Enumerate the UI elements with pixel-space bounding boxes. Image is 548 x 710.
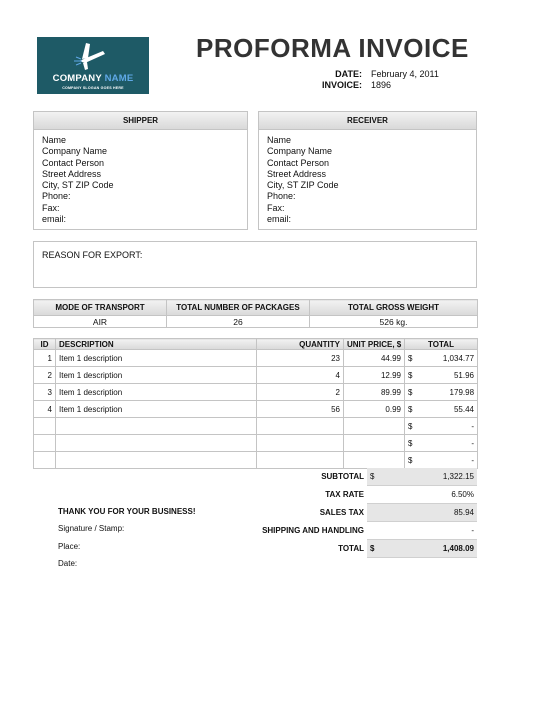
logo-slogan: COMPANY SLOGAN GOES HERE [62,86,124,90]
reason-for-export-label: REASON FOR EXPORT: [42,250,143,260]
sales-tax-spacer [367,504,379,522]
mode-of-transport-header: MODE OF TRANSPORT [34,300,167,316]
shipper-details [34,130,247,225]
item-id [34,418,56,435]
shipper-contact: Contact Person [42,157,105,168]
unit-price-header: UNIT PRICE, $ [344,339,405,350]
item-description [56,418,257,435]
receiver-company: Company Name [267,146,333,157]
item-description [56,435,257,452]
item-currency: $ [405,435,417,452]
sales-tax-label: SALES TAX [319,508,364,517]
shipper-email: email: [42,214,67,225]
total-label: TOTAL [338,544,364,553]
item-quantity [257,435,344,452]
item-currency: $ [405,452,417,469]
item-total: 55.44 [417,401,478,418]
item-currency: $ [405,350,417,367]
item-description: Item 1 description [56,384,257,401]
table-row [34,350,478,367]
receiver-email: email: [267,214,292,225]
item-total: 1,034.77 [417,350,478,367]
id-header: ID [34,339,56,350]
shipper-street: Street Address [42,168,102,179]
logo-company-first: COMPANY [52,73,102,84]
subtotal-label: SUBTOTAL [321,472,364,482]
receiver-name: Name [267,135,292,145]
total-packages-header: TOTAL NUMBER OF PACKAGES [167,300,310,316]
item-currency: $ [405,384,417,401]
items-table [33,338,478,469]
totals-table [236,468,477,558]
description-header: DESCRIPTION [56,339,257,350]
receiver-heading: RECEIVER [259,112,476,130]
shipper-heading: SHIPPER [34,112,247,130]
item-unit-price [344,418,405,435]
item-id: 2 [34,367,56,384]
date-label: DATE: [335,69,362,79]
item-unit-price: 0.99 [344,401,405,418]
mode-of-transport-value: AIR [34,316,167,328]
item-quantity: 4 [257,367,344,384]
logo-company-name [37,73,149,84]
total-header: TOTAL [405,339,478,350]
shipping-value[interactable]: - [379,522,477,540]
receiver-city: City, ST ZIP Code [267,180,339,191]
table-row [34,452,478,469]
item-unit-price [344,435,405,452]
invoice-value: 1896 [371,80,392,90]
table-row [34,418,478,435]
item-currency: $ [405,401,417,418]
item-unit-price [344,452,405,469]
item-id: 3 [34,384,56,401]
shipping-spacer [367,522,379,540]
item-unit-price: 89.99 [344,384,405,401]
item-total: - [417,435,478,452]
gross-weight-header: TOTAL GROSS WEIGHT [310,300,478,316]
shipping-label: SHIPPING AND HANDLING [262,526,364,535]
quantity-header: QUANTITY [257,339,344,350]
shipper-fax: Fax: [42,202,60,213]
transport-table [33,299,478,328]
table-row [34,384,478,401]
item-id [34,435,56,452]
sales-tax-value: 85.94 [379,504,477,522]
thank-you-message: THANK YOU FOR YOUR BUSINESS! [58,507,196,516]
tax-rate-label: TAX RATE [325,490,364,499]
receiver-details [259,130,476,225]
item-quantity: 2 [257,384,344,401]
item-quantity [257,418,344,435]
table-row [34,367,478,384]
items-header-row [34,339,478,350]
item-currency: $ [405,418,417,435]
shipper-company: Company Name [42,146,108,157]
total-value: 1,408.09 [379,540,477,558]
item-total: 179.98 [417,384,478,401]
item-id [34,452,56,469]
tax-rate-value[interactable]: 6.50% [379,486,477,504]
receiver-contact: Contact Person [267,157,330,168]
item-total: 51.96 [417,367,478,384]
item-unit-price: 12.99 [344,367,405,384]
table-row [34,401,478,418]
place-label: Place: [58,542,81,551]
receiver-phone: Phone: [267,191,296,202]
item-quantity: 23 [257,350,344,367]
date-footer-label: Date: [58,559,78,568]
item-description: Item 1 description [56,367,257,384]
shipper-name: Name [42,135,67,145]
item-description [56,452,257,469]
shipper-city: City, ST ZIP Code [42,180,114,191]
tax-rate-spacer [367,486,379,504]
item-id: 4 [34,401,56,418]
gross-weight-value: 526 kg. [310,316,478,328]
item-total: - [417,452,478,469]
item-id: 1 [34,350,56,367]
item-total: - [417,418,478,435]
receiver-fax: Fax: [267,202,285,213]
date-value: February 4, 2011 [371,69,439,79]
item-description: Item 1 description [56,350,257,367]
signature-label: Signature / Stamp: [58,524,125,533]
invoice-label: INVOICE: [321,80,362,90]
item-description: Item 1 description [56,401,257,418]
subtotal-currency: $ [367,468,379,486]
item-quantity [257,452,344,469]
item-currency: $ [405,367,417,384]
item-quantity: 56 [257,401,344,418]
receiver-street: Street Address [267,168,327,179]
item-unit-price: 44.99 [344,350,405,367]
reason-for-export-box[interactable] [33,241,477,288]
shipper-box [33,111,248,230]
company-logo [37,37,149,94]
receiver-box [258,111,477,230]
total-packages-value: 26 [167,316,310,328]
table-row [34,435,478,452]
total-currency: $ [367,540,379,558]
document-title: PROFORMA INVOICE [196,33,469,63]
logo-company-second: NAME [104,73,134,84]
subtotal-value: 1,322.15 [379,468,477,486]
shipper-phone: Phone: [42,191,71,202]
